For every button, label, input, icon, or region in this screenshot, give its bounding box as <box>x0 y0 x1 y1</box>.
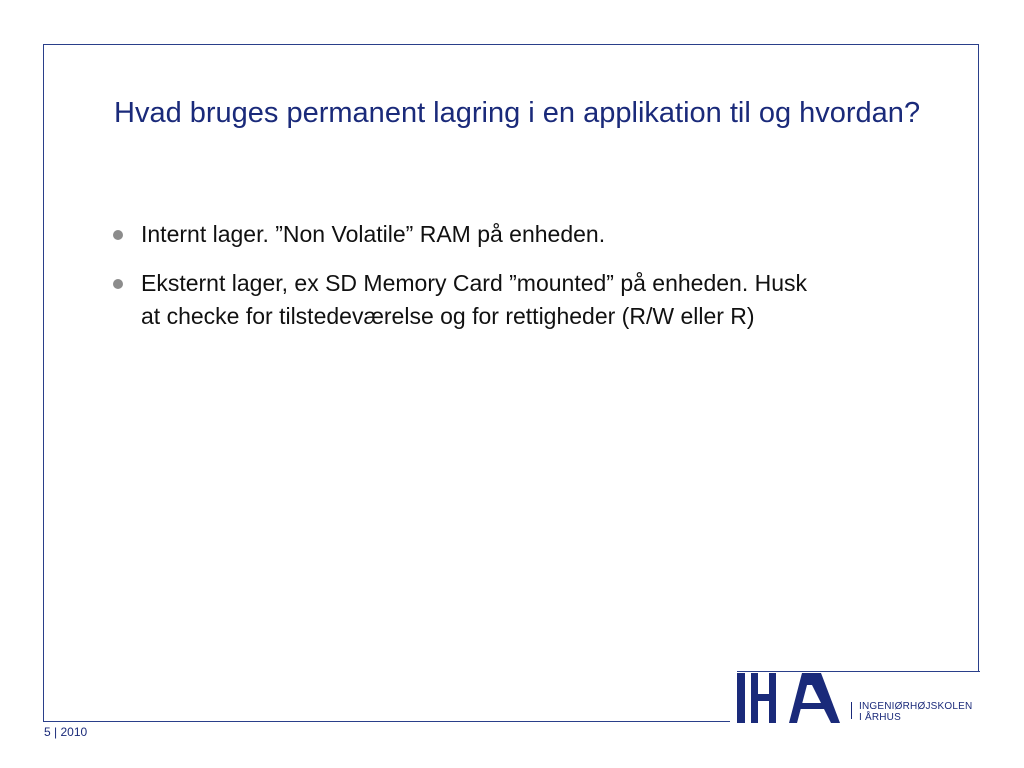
bullet-item <box>112 267 812 333</box>
school-name-line-1: INGENIØRHØJSKOLEN <box>859 701 973 712</box>
bullet-list <box>112 218 812 349</box>
bullet-text: Internt lager. ”Non Volatile” RAM på enheden. <box>141 221 606 247</box>
school-name-line-2: I ÅRHUS <box>859 712 901 723</box>
page-number: 5 <box>44 725 51 739</box>
footer-separator: | <box>54 725 58 739</box>
slide-title: Hvad bruges permanent lagring i en applikation til og hvordan? <box>114 97 921 129</box>
logo-separator <box>851 702 852 719</box>
bullet-item <box>112 218 812 251</box>
slide-frame <box>43 44 979 722</box>
footer-year: 2010 <box>60 725 88 739</box>
bullet-dot-icon <box>113 279 123 289</box>
logo-divider <box>737 671 980 672</box>
bullet-text: Eksternt lager, ex SD Memory Card ”mounted” på enheden. Husk at checke for tilstedeværelse og for rettigheder (R/W eller R) <box>141 270 808 329</box>
iha-logo-icon <box>737 673 841 723</box>
school-name <box>859 701 972 723</box>
slide-footer <box>44 725 87 739</box>
bullet-dot-icon <box>113 230 123 240</box>
